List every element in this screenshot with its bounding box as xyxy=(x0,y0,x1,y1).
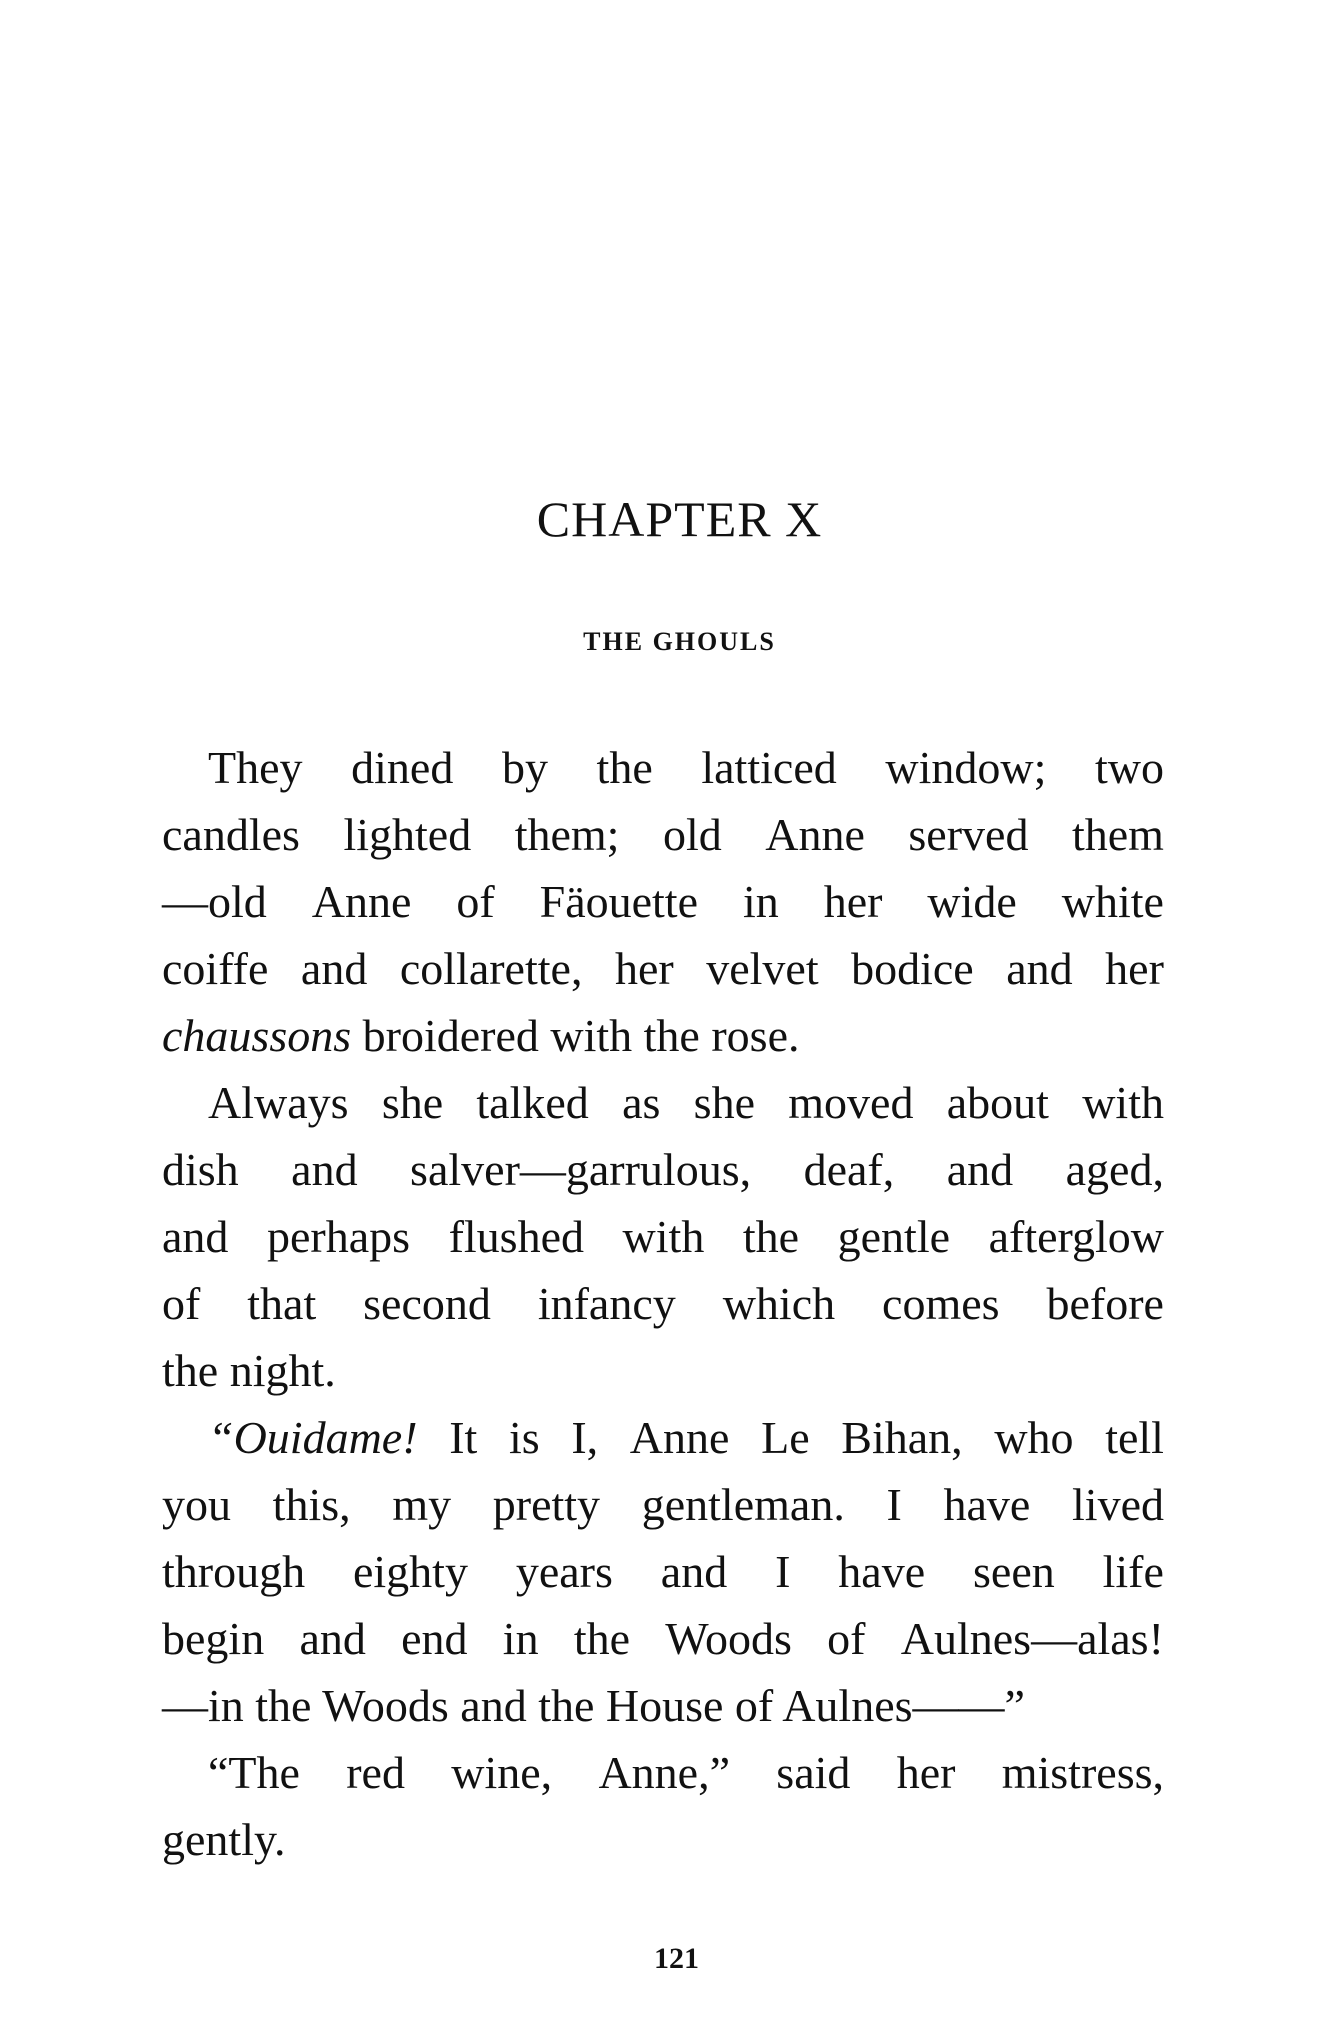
text-line: of that second infancy which comes before xyxy=(162,1278,1164,1329)
text-line: coiffe and collarette, her velvet bodice and her xyxy=(162,943,1164,994)
text-line: begin and end in the Woods of Aulnes—alas! xyxy=(162,1613,1164,1664)
text-line: you this, my pretty gentleman. I have lived xyxy=(162,1479,1164,1530)
text-line: through eighty years and I have seen life xyxy=(162,1546,1164,1597)
text-line: dish and salver—garrulous, deaf, and aged, xyxy=(162,1144,1164,1195)
text-line: “The red wine, Anne,” said her mistress, xyxy=(208,1747,1164,1798)
text-line xyxy=(162,1672,1164,1739)
text-line xyxy=(162,1002,1164,1069)
text-line: and perhaps flushed with the gentle afterglow xyxy=(162,1211,1164,1262)
text-line: “Ouidame! It is I, Anne Le Bihan, who tell xyxy=(162,1404,1164,1471)
text-line: They dined by the latticed window; two xyxy=(208,742,1164,793)
page-number: 121 xyxy=(654,1942,699,1975)
text-line xyxy=(162,1337,1164,1404)
line-text: gently. xyxy=(162,1814,286,1865)
text-line xyxy=(162,1806,1164,1873)
text-line: Always she talked as she moved about with xyxy=(208,1077,1164,1128)
text-line: —old Anne of Fäouette in her wide white xyxy=(162,876,1164,927)
chapter-title: THE GHOULS xyxy=(583,627,776,656)
line-text: the night. xyxy=(162,1345,336,1396)
italic-text: “Ouidame! xyxy=(208,1412,418,1463)
body-text xyxy=(162,734,1164,1873)
italic-text: chaussons xyxy=(162,1010,352,1061)
chapter-heading: CHAPTER X xyxy=(536,491,823,547)
text-line: candles lighted them; old Anne served them xyxy=(162,809,1164,860)
line-text: broidered with the rose. xyxy=(351,1010,800,1061)
line-text: —in the Woods and the House of Aulnes——” xyxy=(162,1680,1025,1731)
